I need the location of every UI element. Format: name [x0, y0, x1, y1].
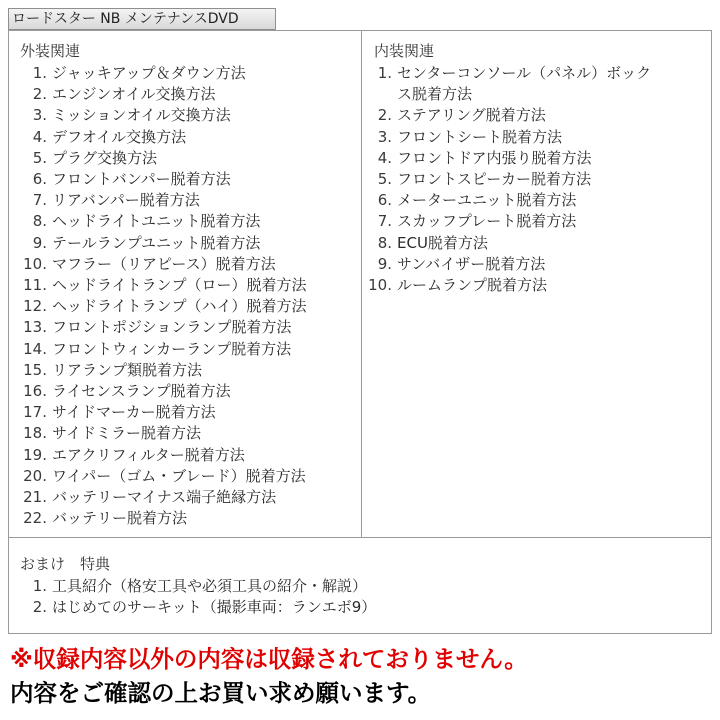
- exterior-item: [9, 275, 307, 296]
- exterior-item-number: 1.: [32, 64, 47, 82]
- exterior-item: [9, 190, 307, 211]
- exterior-item-number: 11.: [23, 276, 47, 295]
- bonus-heading: おまけ 特典: [20, 555, 111, 573]
- notice-box: [10, 642, 715, 710]
- exterior-heading: 外装関連: [20, 42, 81, 60]
- dvd-title: ロードスター NB メンテナンスDVD: [8, 8, 276, 30]
- interior-item-label: ステアリング脱着方法: [397, 106, 546, 125]
- interior-section: [361, 30, 712, 538]
- exterior-item: [9, 63, 307, 84]
- interior-item: [362, 84, 651, 105]
- exterior-item-number: 19.: [23, 445, 47, 464]
- exterior-item-number: 10.: [23, 254, 47, 273]
- exterior-item-label: ヘッドライトユニット脱着方法: [52, 212, 261, 231]
- exterior-item-number: 12.: [23, 297, 47, 316]
- interior-item: [362, 169, 651, 190]
- interior-item-label: センターコンソール（パネル）ボック: [397, 64, 652, 82]
- exterior-item-label: プラグ交換方法: [52, 148, 158, 167]
- exterior-item-number: 8.: [32, 212, 47, 231]
- interior-item: [362, 127, 651, 148]
- interior-item-label: ECU脱着方法: [397, 233, 488, 252]
- exterior-item-label: ヘッドライトランプ（ロー）脱着方法: [52, 276, 307, 295]
- interior-item-label: フロントシート脱着方法: [397, 127, 563, 146]
- interior-item: [362, 148, 651, 169]
- interior-item-number: 5.: [377, 170, 392, 189]
- bonus-item-label: 工具紹介（格安工具や必須工具の紹介・解説）: [52, 577, 368, 595]
- interior-item: [362, 254, 651, 275]
- interior-heading: 内装関連: [374, 42, 435, 60]
- exterior-item-label: バッテリーマイナス端子絶縁方法: [52, 488, 277, 507]
- exterior-item: [9, 211, 307, 232]
- exterior-item: [9, 423, 307, 444]
- exterior-item-label: ライセンスランプ脱着方法: [52, 382, 231, 401]
- interior-item: [362, 63, 651, 84]
- exterior-item-number: 17.: [23, 403, 47, 422]
- exterior-item-number: 15.: [23, 360, 47, 379]
- interior-item-label: スカッフプレート脱着方法: [397, 212, 577, 231]
- interior-item: [362, 211, 651, 232]
- interior-item-number: 1.: [377, 64, 392, 82]
- bonus-item-number: 2.: [32, 598, 47, 617]
- interior-item-label: フロントドア内張り脱着方法: [397, 148, 592, 167]
- exterior-item-number: 16.: [23, 382, 47, 401]
- exterior-item: [9, 105, 307, 126]
- exterior-item-label: リアランプ類脱着方法: [52, 360, 203, 379]
- exterior-item: [9, 254, 307, 275]
- notice-line-2: 内容をご確認の上お買い求め願います。: [10, 679, 432, 707]
- exterior-list: [9, 63, 307, 529]
- exterior-item-label: リアバンパー脱着方法: [52, 191, 200, 210]
- interior-item: [362, 105, 651, 126]
- exterior-item-number: 13.: [23, 318, 47, 337]
- interior-item-number: 8.: [377, 233, 392, 252]
- exterior-item-label: フロントバンパー脱着方法: [52, 170, 231, 189]
- exterior-item: [9, 466, 307, 487]
- interior-item-label: サンバイザー脱着方法: [397, 254, 546, 273]
- exterior-item-number: 21.: [23, 488, 47, 507]
- bonus-item-number: 1.: [32, 577, 47, 595]
- exterior-item: [9, 317, 307, 338]
- exterior-section: [8, 30, 362, 538]
- interior-item-number: 7.: [377, 212, 392, 231]
- exterior-item-label: フロントウィンカーランプ脱着方法: [52, 339, 292, 358]
- bonus-item: [9, 597, 376, 618]
- exterior-item: [9, 339, 307, 360]
- exterior-item-number: 4.: [32, 127, 47, 146]
- exterior-item-number: 6.: [32, 170, 47, 189]
- interior-item-number: 3.: [377, 127, 392, 146]
- exterior-item-number: 18.: [23, 424, 47, 443]
- exterior-item-label: フロントポジションランプ脱着方法: [52, 318, 292, 337]
- exterior-item: [9, 508, 307, 529]
- exterior-item-number: 3.: [32, 106, 47, 125]
- bonus-section: [8, 538, 712, 634]
- exterior-item: [9, 402, 307, 423]
- exterior-item-number: 2.: [32, 85, 47, 104]
- exterior-item: [9, 487, 307, 508]
- exterior-item: [9, 445, 307, 466]
- exterior-item-label: エアクリフィルター脱着方法: [52, 445, 245, 464]
- exterior-item: [9, 84, 307, 105]
- interior-item: [362, 190, 651, 211]
- exterior-item: [9, 127, 307, 148]
- interior-item: [362, 233, 651, 254]
- bonus-item: [9, 576, 376, 597]
- exterior-item: [9, 148, 307, 169]
- exterior-item-label: デフオイル交換方法: [52, 127, 187, 146]
- bonus-item-label: はじめてのサーキット（撮影車両：ランエボ9）: [52, 598, 377, 617]
- exterior-item-label: サイドマーカー脱着方法: [52, 403, 216, 422]
- exterior-item-number: 20.: [23, 466, 47, 485]
- exterior-item-label: エンジンオイル交換方法: [52, 85, 216, 104]
- exterior-item: [9, 296, 307, 317]
- interior-item-number: 10.: [368, 276, 392, 295]
- interior-item-number: 2.: [377, 106, 392, 125]
- interior-item-number: 6.: [377, 191, 392, 210]
- exterior-item: [9, 169, 307, 190]
- interior-item-label: フロントスピーカー脱着方法: [397, 170, 591, 189]
- exterior-item-label: ミッションオイル交換方法: [52, 106, 231, 125]
- exterior-item-label: マフラー（リアピース）脱着方法: [52, 254, 276, 273]
- exterior-item-number: 5.: [32, 148, 47, 167]
- exterior-item-label: バッテリー脱着方法: [52, 509, 188, 528]
- exterior-item-label: ワイパー（ゴム・ブレード）脱着方法: [52, 466, 306, 485]
- interior-item-label: ス脱着方法: [397, 85, 473, 104]
- interior-item-label: メーターユニット脱着方法: [397, 191, 577, 210]
- exterior-item-label: テールランプユニット脱着方法: [52, 233, 261, 252]
- exterior-item: [9, 360, 307, 381]
- interior-list: [362, 63, 651, 296]
- exterior-item-number: 14.: [23, 339, 47, 358]
- interior-item-label: ルームランプ脱着方法: [397, 276, 548, 295]
- exterior-item-number: 22.: [23, 509, 47, 528]
- exterior-item-label: ジャッキアップ＆ダウン方法: [52, 64, 246, 82]
- exterior-item-label: サイドミラー脱着方法: [52, 424, 201, 443]
- exterior-item: [9, 381, 307, 402]
- interior-item-number: 9.: [377, 254, 392, 273]
- bonus-list: [9, 576, 376, 618]
- exterior-item: [9, 233, 307, 254]
- interior-item-number: 4.: [377, 148, 392, 167]
- exterior-item-label: ヘッドライトランプ（ハイ）脱着方法: [52, 297, 307, 316]
- notice-line-1: ※収録内容以外の内容は収録されておりません。: [10, 645, 528, 673]
- exterior-item-number: 9.: [32, 233, 47, 252]
- interior-item: [362, 275, 651, 296]
- exterior-item-number: 7.: [32, 191, 47, 210]
